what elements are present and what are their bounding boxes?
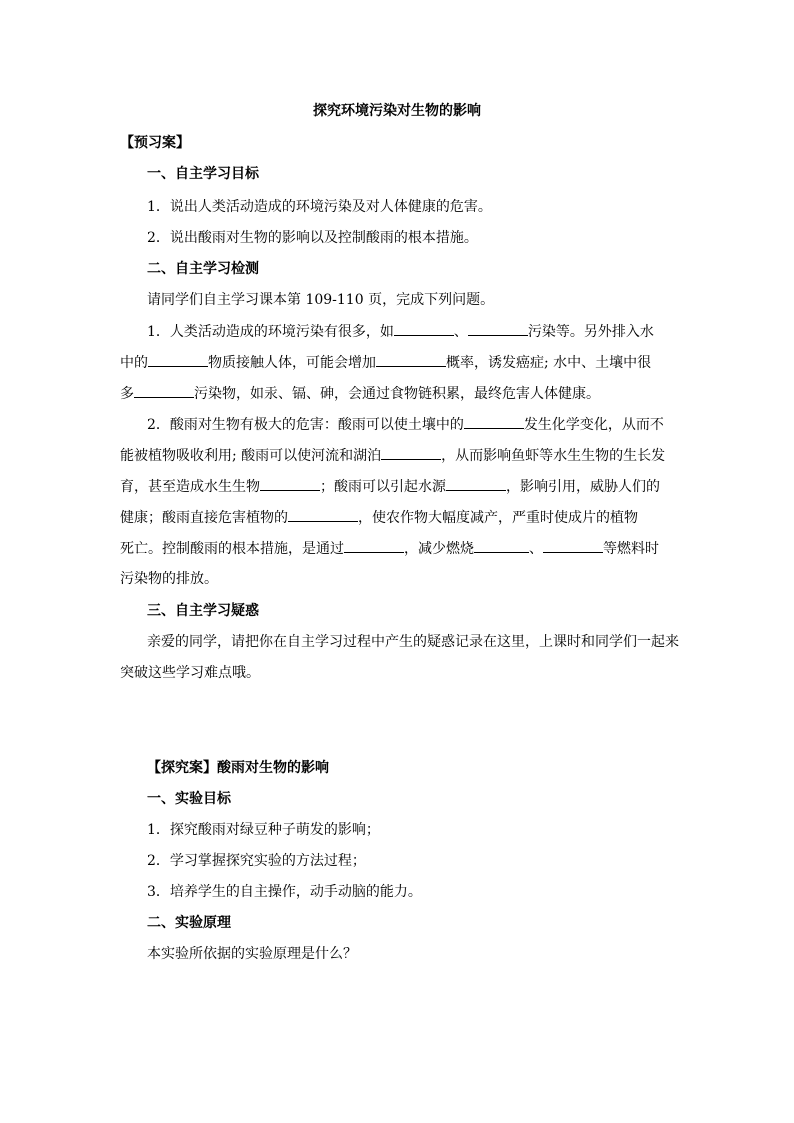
goal-item-1: 1．说出人类活动造成的环境污染及对人体健康的危害。 xyxy=(147,199,492,215)
self-study-check-heading: 二、自主学习检测 xyxy=(147,261,259,277)
fill-blank[interactable] xyxy=(148,352,208,367)
self-study-goals-heading: 一、自主学习目标 xyxy=(147,166,259,182)
fill-blank[interactable] xyxy=(381,445,441,460)
question-2-line-5: 死亡。控制酸雨的根本措施，是通过 ，减少燃烧 、 等燃料时 xyxy=(120,538,680,559)
fill-blank[interactable] xyxy=(474,538,529,553)
preview-section-header: 【预习案】 xyxy=(120,135,190,151)
question-1-line-3: 多 污染物，如汞、镉、砷，会通过食物链积累，最终危害人体健康。 xyxy=(120,383,680,404)
fill-blank[interactable] xyxy=(543,538,603,553)
explore-section-header: 【探究案】酸雨对生物的影响 xyxy=(147,760,329,776)
question-2-line-2: 能被植物吸收利用; 酸雨可以使河流和湖泊 ，从而影响鱼虾等水生生物的生长发 xyxy=(120,445,680,466)
fill-blank[interactable] xyxy=(288,507,358,522)
doubts-text-line-1: 亲爱的同学，请把你在自主学习过程中产生的疑惑记录在这里，上课时和同学们一起来 xyxy=(147,634,679,650)
fill-blank[interactable] xyxy=(344,538,404,553)
question-1-line-1: 1．人类活动造成的环境污染有很多，如 、 污染等。另外排入水 xyxy=(147,321,680,342)
fill-blank[interactable] xyxy=(468,321,528,336)
question-1-line-2: 中的 物质接触人体，可能会增加 概率，诱发癌症; 水中、土壤中很 xyxy=(120,352,680,373)
question-2-line-3: 育，甚至造成水生生物 ；酸雨可以引起水源 ，影响引用，威胁人们的 xyxy=(120,476,680,497)
self-study-doubts-heading: 三、自主学习疑惑 xyxy=(147,603,259,619)
experiment-goal-1: 1．探究酸雨对绿豆种子萌发的影响； xyxy=(147,822,380,838)
doubts-text-line-2: 突破这些学习难点哦。 xyxy=(120,665,260,681)
question-2-line-1: 2．酸雨对生物有极大的危害：酸雨可以使土壤中的 发生化学变化，从而不 xyxy=(147,414,707,435)
fill-blank[interactable] xyxy=(464,414,524,429)
fill-blank[interactable] xyxy=(260,476,320,491)
fill-blank[interactable] xyxy=(446,476,506,491)
question-2-line-6: 污染物的排放。 xyxy=(120,571,218,587)
experiment-principle-question: 本实验所依据的实验原理是什么？ xyxy=(147,946,357,962)
fill-blank[interactable] xyxy=(134,383,194,398)
experiment-goals-heading: 一、实验目标 xyxy=(147,791,231,807)
fill-blank[interactable] xyxy=(394,321,454,336)
experiment-goal-3: 3．培养学生的自主操作，动手动脑的能力。 xyxy=(147,884,422,900)
goal-item-2: 2．说出酸雨对生物的影响以及控制酸雨的根本措施。 xyxy=(147,230,478,246)
fill-blank[interactable] xyxy=(376,352,446,367)
experiment-goal-2: 2．学习掌握探究实验的方法过程； xyxy=(147,853,366,869)
experiment-principle-heading: 二、实验原理 xyxy=(147,915,231,931)
study-instruction: 请同学们自主学习课本第 109-110 页，完成下列问题。 xyxy=(147,292,495,308)
page-title: 探究环境污染对生物的影响 xyxy=(313,103,481,119)
question-2-line-4: 健康；酸雨直接危害植物的 ，使农作物大幅度减产，严重时使成片的植物 xyxy=(120,507,680,528)
